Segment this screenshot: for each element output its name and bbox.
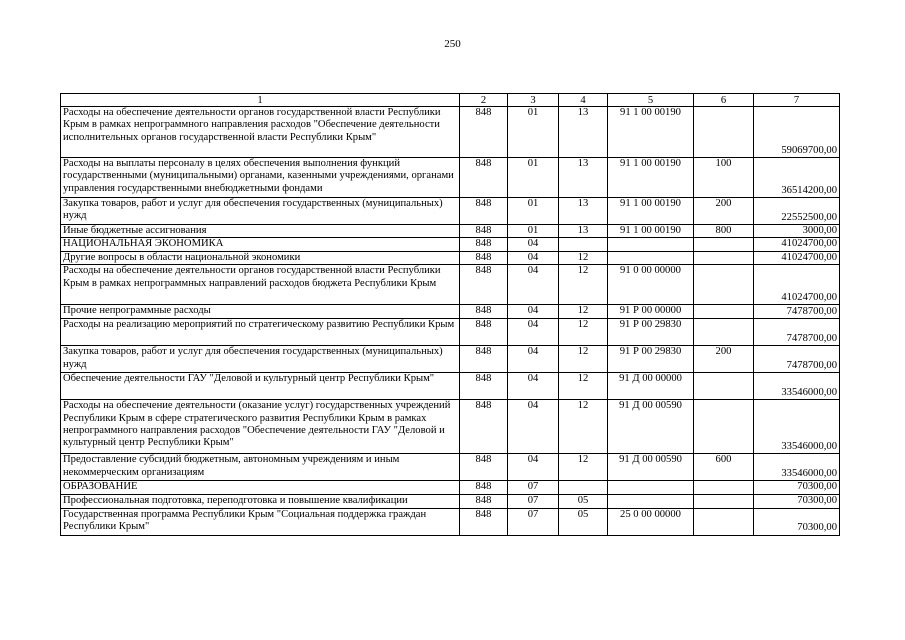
- subsection-code-cell: 13: [559, 107, 608, 158]
- table-row: [61, 508, 840, 535]
- amount-cell: 70300,00: [754, 481, 840, 494]
- item-name-cell: Расходы на реализацию мероприятий по стратегическому развитию Республики Крым: [61, 319, 460, 346]
- amount-cell: 70300,00: [754, 508, 840, 535]
- expense-type-cell: 200: [694, 346, 754, 373]
- subsection-code-cell: 13: [559, 225, 608, 238]
- expense-type-cell: [694, 238, 754, 251]
- ministry-code-cell: 848: [460, 494, 508, 508]
- expense-type-cell: [694, 107, 754, 158]
- table-row: [61, 225, 840, 238]
- expense-type-cell: [694, 305, 754, 319]
- subsection-code-cell: 12: [559, 346, 608, 373]
- table-row: [61, 454, 840, 481]
- header-cell: 3: [508, 94, 559, 107]
- table-row: [61, 265, 840, 305]
- ministry-code-cell: 848: [460, 251, 508, 264]
- expense-type-cell: [694, 373, 754, 400]
- expense-type-cell: 600: [694, 454, 754, 481]
- table-row: [61, 373, 840, 400]
- item-name-cell: Прочие непрограммные расходы: [61, 305, 460, 319]
- table-row: [61, 107, 840, 158]
- target-article-cell: [608, 481, 694, 494]
- table-row: [61, 198, 840, 225]
- amount-cell: 3000,00: [754, 225, 840, 238]
- amount-cell: 7478700,00: [754, 305, 840, 319]
- section-code-cell: 04: [508, 238, 559, 251]
- item-name-cell: Другие вопросы в области национальной экономики: [61, 251, 460, 264]
- target-article-cell: 91 Д 00 00000: [608, 373, 694, 400]
- subsection-code-cell: 12: [559, 305, 608, 319]
- table-row: [61, 346, 840, 373]
- target-article-cell: 91 1 00 00190: [608, 158, 694, 198]
- ministry-code-cell: 848: [460, 400, 508, 454]
- table-row: [61, 158, 840, 198]
- table-row: [61, 494, 840, 508]
- amount-cell: 33546000,00: [754, 373, 840, 400]
- subsection-code-cell: 13: [559, 198, 608, 225]
- section-code-cell: 01: [508, 107, 559, 158]
- amount-cell: 22552500,00: [754, 198, 840, 225]
- header-cell: 1: [61, 94, 460, 107]
- expense-type-cell: 200: [694, 198, 754, 225]
- table-row: [61, 481, 840, 494]
- table-row: [61, 305, 840, 319]
- subsection-code-cell: 05: [559, 508, 608, 535]
- section-code-cell: 01: [508, 158, 559, 198]
- page-number: 250: [444, 38, 461, 50]
- target-article-cell: [608, 238, 694, 251]
- ministry-code-cell: 848: [460, 454, 508, 481]
- item-name-cell: НАЦИОНАЛЬНАЯ ЭКОНОМИКА: [61, 238, 460, 251]
- target-article-cell: 91 Р 00 29830: [608, 346, 694, 373]
- expense-type-cell: [694, 265, 754, 305]
- subsection-code-cell: 05: [559, 494, 608, 508]
- amount-cell: 33546000,00: [754, 400, 840, 454]
- table-row: [61, 251, 840, 264]
- ministry-code-cell: 848: [460, 238, 508, 251]
- header-cell: 7: [754, 94, 840, 107]
- expense-type-cell: [694, 494, 754, 508]
- table-row: [61, 400, 840, 454]
- budget-table: [60, 93, 840, 536]
- section-code-cell: 01: [508, 198, 559, 225]
- ministry-code-cell: 848: [460, 107, 508, 158]
- target-article-cell: 25 0 00 00000: [608, 508, 694, 535]
- section-code-cell: 04: [508, 346, 559, 373]
- amount-cell: 41024700,00: [754, 265, 840, 305]
- target-article-cell: 91 Р 00 29830: [608, 319, 694, 346]
- ministry-code-cell: 848: [460, 481, 508, 494]
- target-article-cell: [608, 251, 694, 264]
- item-name-cell: Государственная программа Республики Крым "Социальная поддержка граждан Республики Крым": [61, 508, 460, 535]
- header-cell: 2: [460, 94, 508, 107]
- amount-cell: 33546000,00: [754, 454, 840, 481]
- ministry-code-cell: 848: [460, 373, 508, 400]
- amount-cell: 70300,00: [754, 494, 840, 508]
- item-name-cell: Расходы на обеспечение деятельности органов государственной власти Республики Крым в рамках непрограммных направлений расходов бюджета Республики Крым: [61, 265, 460, 305]
- section-code-cell: 01: [508, 225, 559, 238]
- item-name-cell: Обеспечение деятельности ГАУ "Деловой и культурный центр Республики Крым": [61, 373, 460, 400]
- subsection-code-cell: 12: [559, 251, 608, 264]
- expense-type-cell: 100: [694, 158, 754, 198]
- target-article-cell: 91 Р 00 00000: [608, 305, 694, 319]
- section-code-cell: 04: [508, 373, 559, 400]
- target-article-cell: 91 1 00 00190: [608, 198, 694, 225]
- subsection-code-cell: 12: [559, 265, 608, 305]
- ministry-code-cell: 848: [460, 265, 508, 305]
- amount-cell: 7478700,00: [754, 319, 840, 346]
- subsection-code-cell: 13: [559, 158, 608, 198]
- item-name-cell: Расходы на обеспечение деятельности (оказание услуг) государственных учреждений Республики Крым в сфере стратегического развития Республики Крым в рамках непрограммного направления расходов "Обеспечение деятельности ГАУ "Деловой и культурный центр Республики Крым": [61, 400, 460, 454]
- target-article-cell: 91 0 00 00000: [608, 265, 694, 305]
- section-code-cell: 04: [508, 265, 559, 305]
- section-code-cell: 04: [508, 305, 559, 319]
- section-code-cell: 04: [508, 251, 559, 264]
- item-name-cell: Иные бюджетные ассигнования: [61, 225, 460, 238]
- table-row: [61, 319, 840, 346]
- subsection-code-cell: 12: [559, 319, 608, 346]
- section-code-cell: 04: [508, 319, 559, 346]
- expense-type-cell: [694, 251, 754, 264]
- expense-type-cell: [694, 481, 754, 494]
- section-code-cell: 07: [508, 508, 559, 535]
- subsection-code-cell: 12: [559, 373, 608, 400]
- ministry-code-cell: 848: [460, 225, 508, 238]
- item-name-cell: Закупка товаров, работ и услуг для обеспечения государственных (муниципальных) нужд: [61, 198, 460, 225]
- amount-cell: 59069700,00: [754, 107, 840, 158]
- ministry-code-cell: 848: [460, 319, 508, 346]
- target-article-cell: 91 1 00 00190: [608, 225, 694, 238]
- subsection-code-cell: [559, 481, 608, 494]
- ministry-code-cell: 848: [460, 346, 508, 373]
- ministry-code-cell: 848: [460, 508, 508, 535]
- table-header-row: [61, 94, 840, 107]
- expense-type-cell: [694, 508, 754, 535]
- item-name-cell: ОБРАЗОВАНИЕ: [61, 481, 460, 494]
- ministry-code-cell: 848: [460, 158, 508, 198]
- section-code-cell: 07: [508, 481, 559, 494]
- item-name-cell: Закупка товаров, работ и услуг для обеспечения государственных (муниципальных) нужд: [61, 346, 460, 373]
- target-article-cell: [608, 494, 694, 508]
- subsection-code-cell: [559, 238, 608, 251]
- amount-cell: 7478700,00: [754, 346, 840, 373]
- header-cell: 6: [694, 94, 754, 107]
- amount-cell: 41024700,00: [754, 238, 840, 251]
- table-row: [61, 238, 840, 251]
- subsection-code-cell: 12: [559, 454, 608, 481]
- item-name-cell: Расходы на выплаты персоналу в целях обеспечения выполнения функций государственными (муниципальными) органами, казенными учреждениями, органами управления государственными внебюджетными фондами: [61, 158, 460, 198]
- target-article-cell: 91 Д 00 00590: [608, 400, 694, 454]
- item-name-cell: Предоставление субсидий бюджетным, автономным учреждениям и иным некоммерческим организациям: [61, 454, 460, 481]
- amount-cell: 36514200,00: [754, 158, 840, 198]
- amount-cell: 41024700,00: [754, 251, 840, 264]
- expense-type-cell: [694, 319, 754, 346]
- expense-type-cell: [694, 400, 754, 454]
- header-cell: 4: [559, 94, 608, 107]
- item-name-cell: Профессиональная подготовка, переподготовка и повышение квалификации: [61, 494, 460, 508]
- section-code-cell: 04: [508, 454, 559, 481]
- header-cell: 5: [608, 94, 694, 107]
- subsection-code-cell: 12: [559, 400, 608, 454]
- expense-type-cell: 800: [694, 225, 754, 238]
- ministry-code-cell: 848: [460, 305, 508, 319]
- section-code-cell: 04: [508, 400, 559, 454]
- section-code-cell: 07: [508, 494, 559, 508]
- ministry-code-cell: 848: [460, 198, 508, 225]
- item-name-cell: Расходы на обеспечение деятельности органов государственной власти Республики Крым в рамках непрограммного направления расходов "Обеспечение деятельности исполнительных органов государственной власти Республики Крым": [61, 107, 460, 158]
- target-article-cell: 91 1 00 00190: [608, 107, 694, 158]
- target-article-cell: 91 Д 00 00590: [608, 454, 694, 481]
